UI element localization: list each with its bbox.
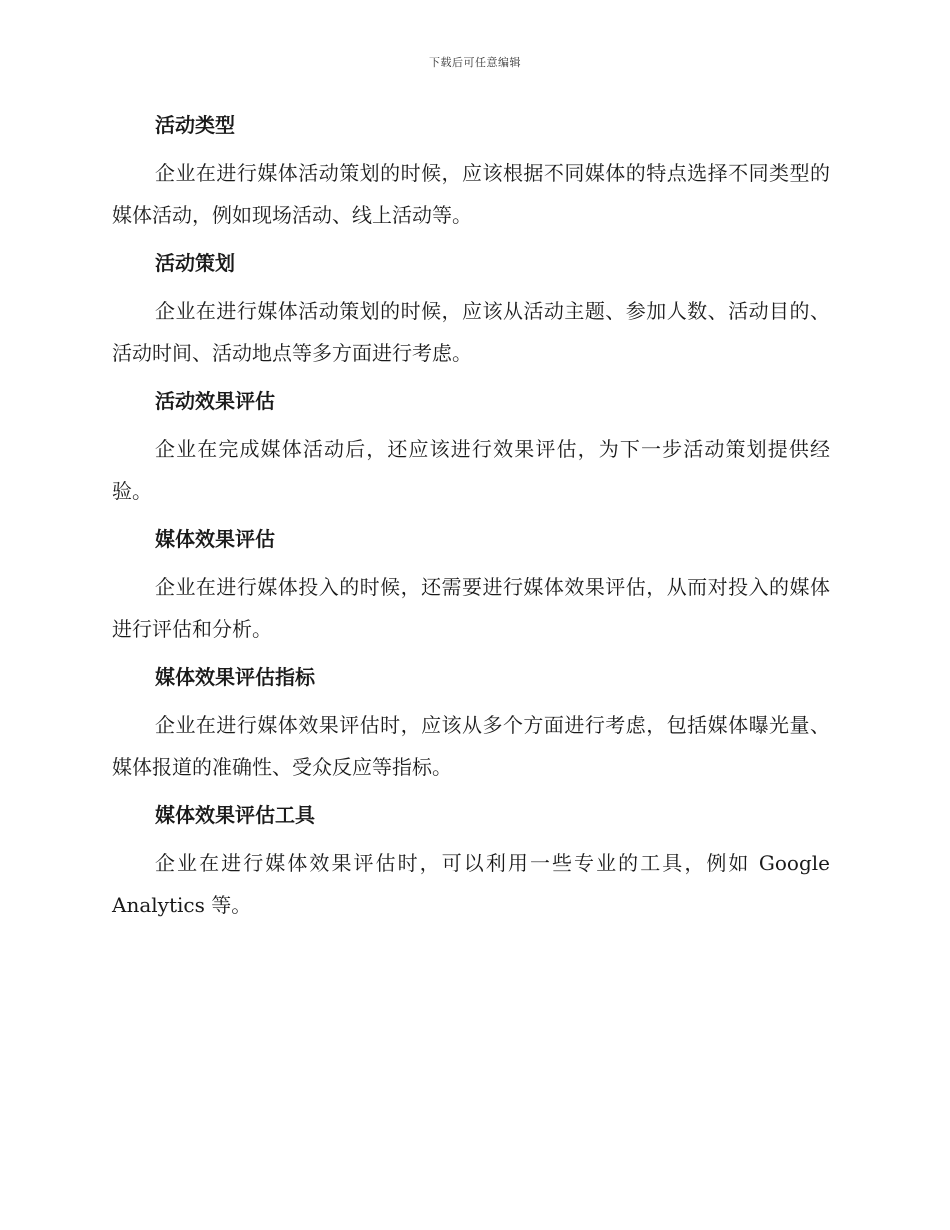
section-heading: 媒体效果评估指标 (155, 665, 315, 689)
section-heading: 活动策划 (155, 251, 235, 275)
section-paragraph: 企业在进行媒体效果评估时，应该从多个方面进行考虑，包括媒体曝光量、媒体报道的准确性、受众反应等指标。 (112, 713, 830, 779)
section-paragraph: 企业在进行媒体活动策划的时候，应该从活动主题、参加人数、活动目的、活动时间、活动地点等多方面进行考虑。 (112, 299, 830, 365)
page-header-note: 下载后可任意编辑 (429, 56, 521, 69)
section-paragraph: 企业在进行媒体效果评估时，可以利用一些专业的工具，例如 Google Analytics 等。 (112, 851, 830, 917)
section-paragraph: 企业在进行媒体活动策划的时候，应该根据不同媒体的特点选择不同类型的媒体活动，例如现场活动、线上活动等。 (112, 161, 830, 227)
section-paragraph: 企业在进行媒体投入的时候，还需要进行媒体效果评估，从而对投入的媒体进行评估和分析。 (112, 575, 830, 641)
section-heading: 活动效果评估 (155, 389, 275, 413)
section-heading: 活动类型 (155, 113, 235, 137)
section-heading: 媒体效果评估工具 (155, 803, 315, 827)
section-heading: 媒体效果评估 (155, 527, 275, 551)
document-body (112, 110, 830, 938)
section-paragraph: 企业在完成媒体活动后，还应该进行效果评估，为下一步活动策划提供经验。 (112, 437, 830, 503)
